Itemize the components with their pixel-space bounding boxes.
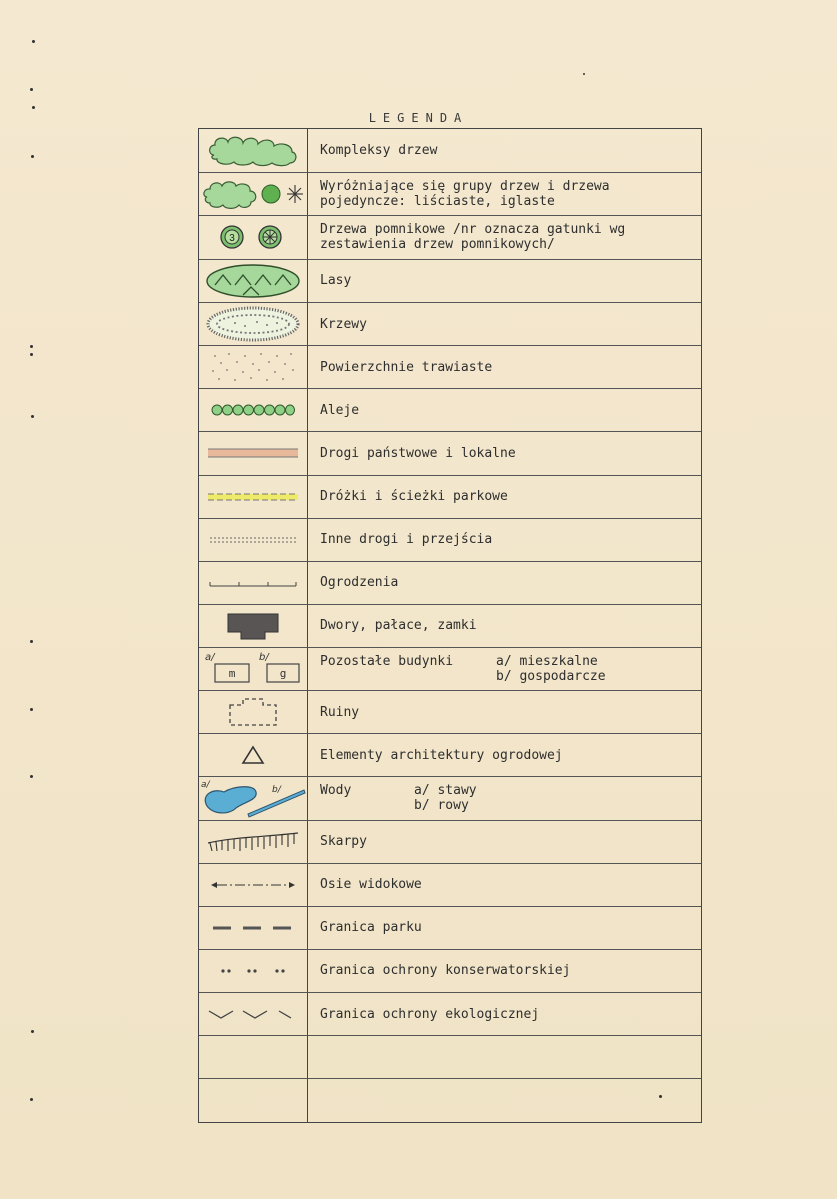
building-icon <box>199 650 307 688</box>
legend-sub-b: b/ gospodarcze <box>496 669 606 685</box>
legend-row <box>199 518 701 561</box>
park-path-icon <box>199 490 307 504</box>
legend-row <box>199 604 701 647</box>
legend-row <box>199 303 701 346</box>
ecological-border-icon <box>199 1005 307 1023</box>
legend-row <box>199 648 701 691</box>
legend-label: Wody <box>320 783 352 799</box>
legend-row <box>199 432 701 475</box>
margin-speck <box>31 415 34 418</box>
legend-label: Granica ochrony konserwatorskiej <box>320 963 571 979</box>
legend-label: Kompleksy drzew <box>320 142 438 158</box>
legend-label: Skarpy <box>320 834 367 850</box>
margin-speck <box>30 775 33 778</box>
water-label-b: b/ <box>272 785 281 796</box>
margin-speck <box>30 353 33 356</box>
legend-row <box>199 820 701 863</box>
legend-table <box>198 128 702 1123</box>
legend-row <box>199 734 701 777</box>
legend-label: Elementy architektury ogrodowej <box>320 747 563 763</box>
margin-speck <box>30 1098 33 1101</box>
margin-speck <box>32 40 35 43</box>
margin-speck <box>31 155 34 158</box>
water-icon <box>199 778 307 818</box>
legend-row <box>199 172 701 215</box>
legend-label: Inne drogi i przejścia <box>320 532 493 548</box>
margin-speck <box>583 73 585 75</box>
margin-speck <box>31 1030 34 1033</box>
legend-row-empty <box>199 1079 701 1122</box>
legend-label: Lasy <box>320 273 352 289</box>
legend-row-empty <box>199 1036 701 1079</box>
legend-row <box>199 129 701 172</box>
building-label-a: a/ <box>205 652 215 664</box>
shrub-icon <box>199 305 307 343</box>
legend-label-line2: zestawienia drzew pomnikowych/ <box>320 237 555 253</box>
legend-row <box>199 259 701 302</box>
legend-label: Powierzchnie trawiaste <box>320 359 493 375</box>
manor-icon <box>199 610 307 642</box>
triangle-icon <box>199 743 307 767</box>
fence-icon <box>199 576 307 590</box>
building-box-a: m <box>228 667 236 681</box>
slope-icon <box>199 829 307 855</box>
conservation-border-icon <box>199 966 307 976</box>
legend-label: Granica parku <box>320 920 422 936</box>
legend-label: Osie widokowe <box>320 877 422 893</box>
water-label-a: a/ <box>201 780 210 791</box>
legend-label: Aleje <box>320 402 360 418</box>
legend-label: Granica ochrony ekologicznej <box>320 1006 540 1022</box>
legend-label: Drzewa pomnikowe /nr oznacza gatunki wg <box>320 222 626 238</box>
legend-label-line2: pojedyncze: liściaste, iglaste <box>320 193 555 209</box>
legend-label: Krzewy <box>320 316 367 332</box>
legend-sub-b: b/ rowy <box>414 798 469 814</box>
legend-label: Ruiny <box>320 704 360 720</box>
legend-row <box>199 949 701 992</box>
legend-row <box>199 561 701 604</box>
other-path-icon <box>199 535 307 545</box>
ruin-icon <box>199 695 307 729</box>
legend-row <box>199 906 701 949</box>
legend-label: Pozostałe budynki <box>320 654 454 670</box>
legend-row <box>199 346 701 389</box>
legend-label: Wyróżniające się grupy drzew i drzewa <box>320 178 610 194</box>
legend-row <box>199 777 701 820</box>
legend-row <box>199 389 701 432</box>
legend-label: Ogrodzenia <box>320 575 399 591</box>
legend-label: Drogi państwowe i lokalne <box>320 445 516 461</box>
legend-label: Dwory, pałace, zamki <box>320 618 477 634</box>
legend-label: Dróżki i ścieżki parkowe <box>320 489 508 505</box>
margin-speck <box>30 708 33 711</box>
page-title: LEGENDA <box>368 111 469 125</box>
legend-sub-a: a/ mieszkalne <box>496 654 598 670</box>
building-box-b: g <box>279 667 287 681</box>
monument-tree-icon <box>199 222 307 252</box>
legend-sub-a: a/ stawy <box>414 783 477 799</box>
tree-complex-icon <box>199 133 307 167</box>
road-icon <box>199 446 307 460</box>
alley-icon <box>199 402 307 418</box>
margin-speck <box>32 106 35 109</box>
monument-tree-number: 3 <box>229 233 235 245</box>
forest-icon <box>199 263 307 299</box>
legend-row <box>199 863 701 906</box>
grass-icon <box>199 349 307 385</box>
margin-speck <box>30 640 33 643</box>
tree-group-icon <box>199 177 307 211</box>
building-label-b: b/ <box>259 652 269 664</box>
view-axis-icon <box>199 878 307 892</box>
legend-row <box>199 691 701 734</box>
park-border-icon <box>199 923 307 933</box>
margin-speck <box>30 345 33 348</box>
legend-row <box>199 215 701 259</box>
legend-row <box>199 475 701 518</box>
legend-row <box>199 993 701 1036</box>
margin-speck <box>30 88 33 91</box>
